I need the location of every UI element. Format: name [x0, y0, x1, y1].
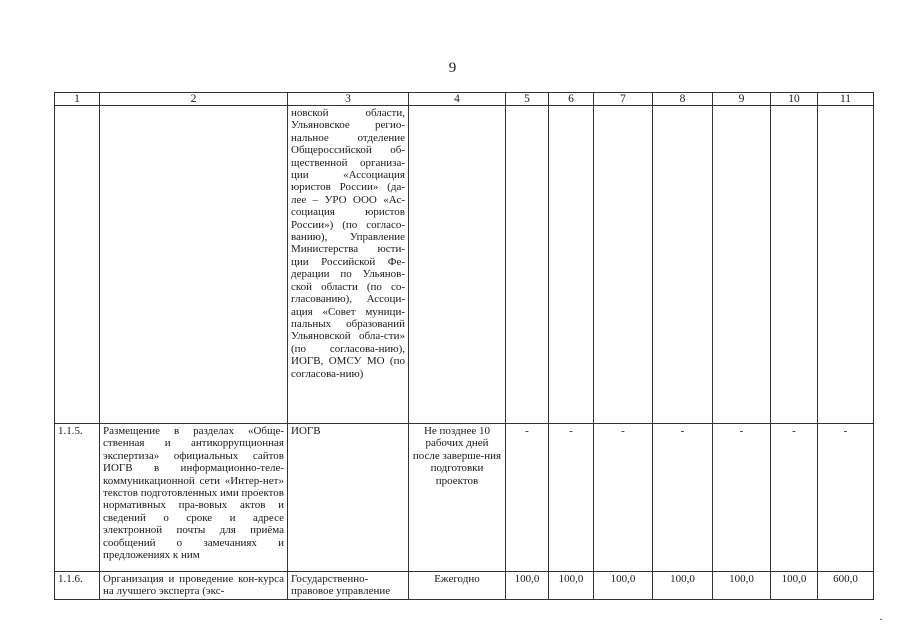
scan-speck: · [879, 612, 883, 626]
row-value: - [771, 424, 818, 572]
row-term [409, 106, 506, 424]
row-value [653, 106, 713, 424]
row-executor: новской области, Ульяновское регио-нальное отделение Общероссийской об-щественной организа-ции «Ассоциация юристов России» (да-лее – УРО ООО «Ас-социация юристов России») (по согласо-ванию), Управление Министерства юсти-ции Российской Фе-дерации по Ульянов-ской области (по со-гласованию), Ассоци-ация «Совет муници-пальных образований Ульяновской обла-сти» (по согласова-нию), ИОГВ, ОМСУ МО (по согласова-нию) [288, 106, 409, 424]
table-row [55, 424, 874, 572]
column-header: 5 [506, 93, 549, 106]
row-value [771, 106, 818, 424]
row-value [594, 106, 653, 424]
row-value: - [549, 424, 594, 572]
column-header: 4 [409, 93, 506, 106]
table-row [55, 572, 874, 600]
row-number [55, 106, 100, 424]
column-header: 8 [653, 93, 713, 106]
row-value: 100,0 [713, 572, 771, 600]
row-number: 1.1.6. [55, 572, 100, 600]
table-row [55, 106, 874, 424]
row-value [506, 106, 549, 424]
column-number-row [55, 93, 874, 106]
row-action [100, 106, 288, 424]
row-term: Не позднее 10 рабочих дней после заверше-ния подготовки проектов [409, 424, 506, 572]
column-header: 3 [288, 93, 409, 106]
row-value: 100,0 [549, 572, 594, 600]
row-value: - [713, 424, 771, 572]
column-header: 1 [55, 93, 100, 106]
row-value: 100,0 [594, 572, 653, 600]
row-number: 1.1.5. [55, 424, 100, 572]
row-term: Ежегодно [409, 572, 506, 600]
column-header: 10 [771, 93, 818, 106]
row-value: - [594, 424, 653, 572]
row-value [713, 106, 771, 424]
column-header: 9 [713, 93, 771, 106]
column-header: 11 [818, 93, 874, 106]
row-action: Организация и проведение кон-курса на лучшего эксперта (экс- [100, 572, 288, 600]
row-value: 100,0 [771, 572, 818, 600]
row-value: - [506, 424, 549, 572]
row-value: 100,0 [506, 572, 549, 600]
row-value: - [653, 424, 713, 572]
column-header: 6 [549, 93, 594, 106]
row-value: 100,0 [653, 572, 713, 600]
row-value: - [818, 424, 874, 572]
row-value: 600,0 [818, 572, 874, 600]
row-executor: Государственно-правовое управление [288, 572, 409, 600]
row-action: Размещение в разделах «Обще-ственная и антикоррупционная экспертиза» официальных сайтов ИОГВ в информационно-теле-коммуникационной сети «Интер-нет» текстов подготовленных ими проектов нормативных пра-вовых актов и сведений о сроке и адресе электронной почты для приёма сообщений о замечаниях и предложениях к ним [100, 424, 288, 572]
column-header: 2 [100, 93, 288, 106]
row-value [818, 106, 874, 424]
column-header: 7 [594, 93, 653, 106]
row-value [549, 106, 594, 424]
page-number: 9 [448, 60, 457, 76]
row-executor: ИОГВ [288, 424, 409, 572]
plan-table [54, 92, 874, 600]
